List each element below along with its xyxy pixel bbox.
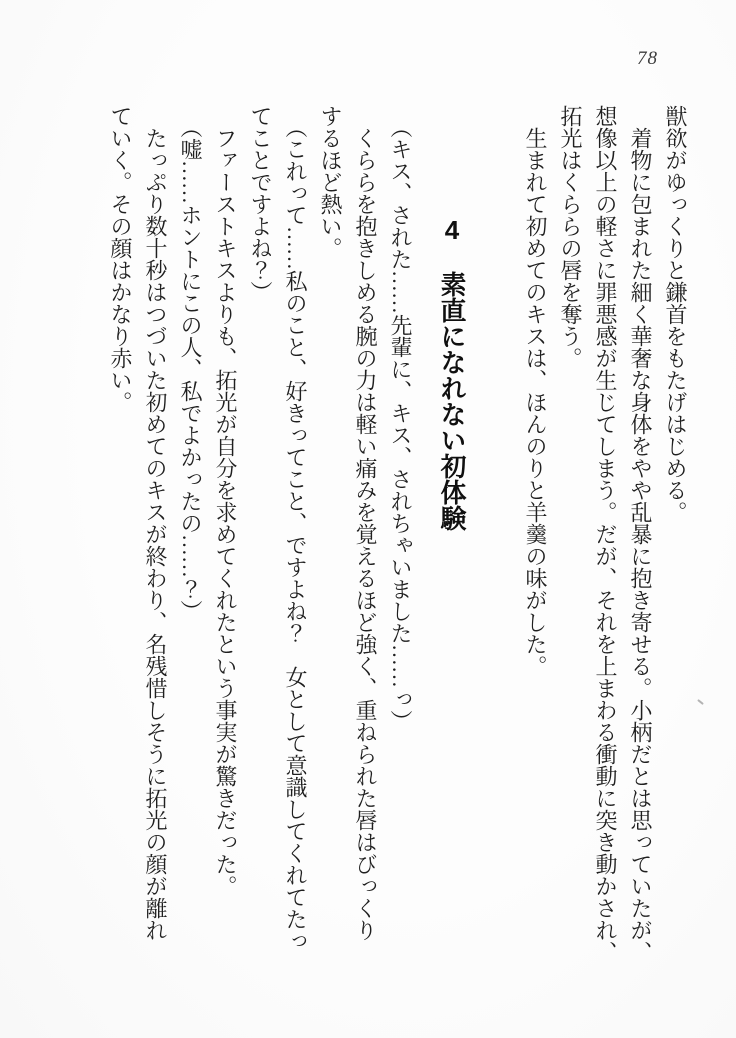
text-column: 想像以上の軽さに罪悪感が生じてしまう。だが、それを上まわる衝動に突き動かされ、 bbox=[593, 105, 618, 963]
text-column: （キス、された……先輩に、キス、されちゃいました……っ） bbox=[388, 116, 413, 732]
chapter-heading: 4 素直になれない初体験 bbox=[437, 215, 467, 531]
page-number: 78 bbox=[637, 48, 658, 69]
text-column: ていく。その顔はかなり赤い。 bbox=[108, 105, 133, 413]
text-column: （これって……私のこと、好きってこと、ですよね？ 女として意識してくれてたっ bbox=[283, 116, 308, 952]
text-column: たっぷり数十秒はつづいた初めてのキスが終わり、名残惜しそうに拓光の顔が離れ bbox=[143, 127, 168, 941]
text-column: 着物に包まれた細く華奢な身体をやや乱暴に抱き寄せる。小柄だとは思っていたが、 bbox=[628, 127, 653, 963]
text-column: ファーストキスよりも、拓光が自分を求めてくれたという事実が驚きだった。 bbox=[213, 127, 238, 897]
text-column: するほど熱い。 bbox=[318, 105, 343, 259]
scan-artifact bbox=[697, 699, 704, 705]
text-column: 獣欲がゆっくりと鎌首をもたげはじめる。 bbox=[663, 105, 688, 523]
text-column: 生まれて初めてのキスは、ほんのりと羊羹の味がした。 bbox=[523, 127, 548, 677]
text-column: 拓光はくららの唇を奪う。 bbox=[558, 105, 583, 369]
vertical-text-block bbox=[103, 105, 693, 969]
text-column: （嘘……ホントにこの人、私でよかったの……？） bbox=[178, 116, 203, 622]
text-column: てことですよね？） bbox=[248, 105, 273, 303]
text-column: くららを抱きしめる腕の力は軽い痛みを覚えるほど強く、重ねられた唇はびっくり bbox=[353, 127, 378, 941]
